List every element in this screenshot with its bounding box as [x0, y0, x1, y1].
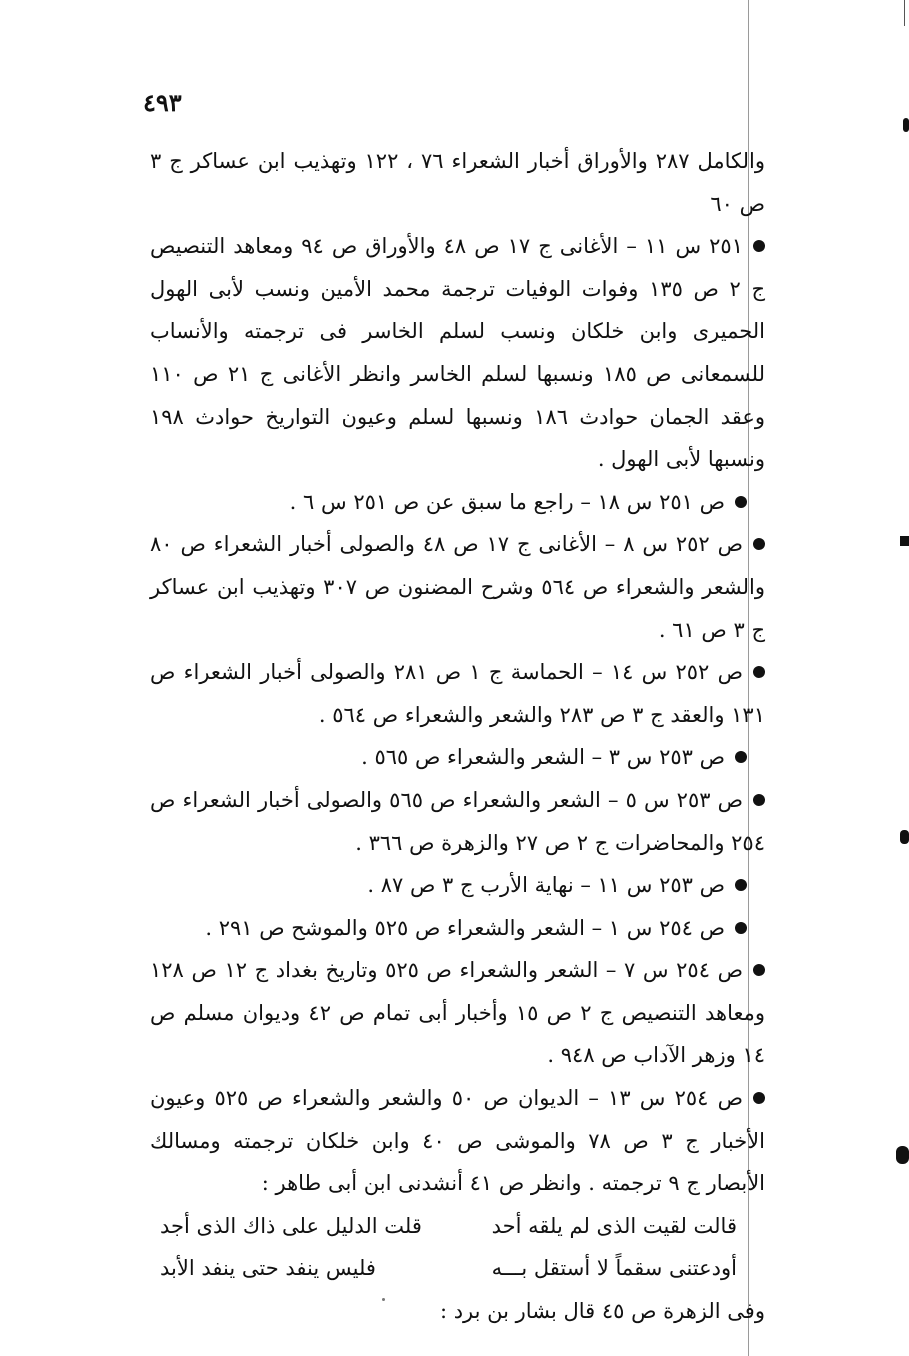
- verse-first-hemistich: أودعتنى سقماً لا أستقل بـــه: [491, 1256, 737, 1281]
- bullet-icon: [753, 666, 765, 678]
- bullet-icon: [753, 794, 765, 806]
- note-entry-text: ص ٢٥١ س ١٨ – راجع ما سبق عن ص ٢٥١ س ٦ .: [289, 489, 725, 514]
- note-entry: [150, 949, 765, 1077]
- bullet-icon: [735, 751, 747, 763]
- note-entry: [150, 651, 765, 736]
- note-entry-text: ٢٥١ س ١١ – الأغانى ج ١٧ ص ٤٨ والأوراق ص ٩٤ ومعاهد التنصيص ج ٢ ص ١٣٥ وفوات الوفيات ترجمة محمد الأمين ونسب لأبى الهول الحميرى وابن خلكان ونسب لسلم الخاسر فى ترجمته والأنساب للسمعانى ص ١٨٥ ونسبها لسلم الخاسر وانظر الأغانى ج ٢١ ص ١١٠ وعقد الجمان حوادث ١٨٦ ونسبها لسلم وعيون التواريخ حوادث ١٩٨ ونسبها لأبى الهول .: [150, 234, 766, 472]
- bullet-icon: [753, 1092, 765, 1104]
- edge-ink-mark: [896, 1146, 909, 1164]
- note-entry-text: ص ٢٥٣ س ٥ – الشعر والشعراء ص ٥٦٥ والصولى أخبار الشعراء ص ٢٥٤ والمحاضرات ج ٢ ص ٢٧ والزهرة ص ٣٦٦ .: [150, 787, 765, 855]
- verse-second-hemistich: قلت الدليل على ذاك الذى أجد: [160, 1213, 422, 1238]
- note-entry-text: ص ٢٥٢ س ١٤ – الحماسة ج ١ ص ٢٨١ والصولى أخبار الشعراء ص ١٣١ والعقد ج ٣ ص ٢٨٣ والشعر والشعراء ص ٥٦٤ .: [150, 660, 765, 727]
- note-entry-text: ص ٢٥٤ س ١٣ – الديوان ص ٥٠ والشعر والشعراء ص ٥٢٥ وعيون الأخبار ج ٣ ص ٧٨ والموشى ص ٤٠ وابن خلكان ترجمته ومسالك الأبصار ج ٩ ترجمته . وانظر ص ٤١ أنشدنى ابن أبى طاهر :: [150, 1086, 765, 1196]
- note-entry: [150, 1077, 765, 1205]
- note-entry: [150, 225, 765, 481]
- note-entry: [150, 907, 765, 950]
- poem-verses: [150, 1205, 765, 1290]
- bullet-icon: [735, 879, 747, 891]
- note-entry-text: ص ٢٥٤ س ١ – الشعر والشعراء ص ٥٢٥ والموشح ص ٢٩١ .: [205, 915, 725, 940]
- intro-paragraph: والكامل ٢٨٧ والأوراق أخبار الشعراء ٧٦ ، ١٢٢ وتهذيب ابن عساكر ج ٣ ص ٦٠: [150, 149, 765, 216]
- verse-line: [160, 1247, 737, 1290]
- note-entry: [150, 779, 765, 864]
- verse-first-hemistich: قالت لقيت الذى لم يلقه أحد: [491, 1213, 737, 1238]
- note-entry: [150, 864, 765, 907]
- note-entry-text: ص ٢٥٤ س ٧ – الشعر والشعراء ص ٥٢٥ وتاريخ بغداد ج ١٢ ص ١٢٨ ومعاهد التنصيص ج ٢ ص ١٥ وأخبار أبى تمام ص ٤٢ وديوان مسلم ص ١٤ وزهر الآداب ص ٩٤٨ .: [150, 958, 765, 1068]
- note-entry-text: ص ٢٥٣ س ٣ – الشعر والشعراء ص ٥٦٥ .: [361, 745, 725, 770]
- closing-line: وفى الزهرة ص ٤٥ قال بشار بن برد :: [439, 1299, 765, 1324]
- edge-ink-mark: [900, 536, 909, 546]
- verse-second-hemistich: فليس ينفد حتى ينفد الأبد: [160, 1256, 376, 1281]
- page-edge-tick: [904, 0, 905, 26]
- notes-body: [150, 140, 765, 1333]
- page-number: ٤٩٣: [143, 88, 182, 117]
- note-entry-text: ص ٢٥٢ س ٨ – الأغانى ج ١٧ ص ٤٨ والصولى أخبار الشعراء ص ٨٠ والشعر والشعراء ص ٥٦٤ وشرح المضنون ص ٣٠٧ وتهذيب ابن عساكر ج ٣ ص ٦١ .: [150, 532, 765, 642]
- note-entry-text: ص ٢٥٣ س ١١ – نهاية الأرب ج ٣ ص ٨٧ .: [367, 873, 725, 898]
- note-entry: [150, 481, 765, 524]
- bullet-icon: [753, 240, 765, 252]
- bullet-icon: [735, 922, 747, 934]
- bullet-icon: [753, 538, 765, 550]
- edge-ink-mark: [900, 830, 909, 844]
- bullet-icon: [735, 496, 747, 508]
- bullet-icon: [753, 964, 765, 976]
- note-entry: [150, 736, 765, 779]
- edge-ink-mark: [903, 118, 909, 132]
- note-entry: [150, 523, 765, 651]
- verse-line: [160, 1205, 737, 1248]
